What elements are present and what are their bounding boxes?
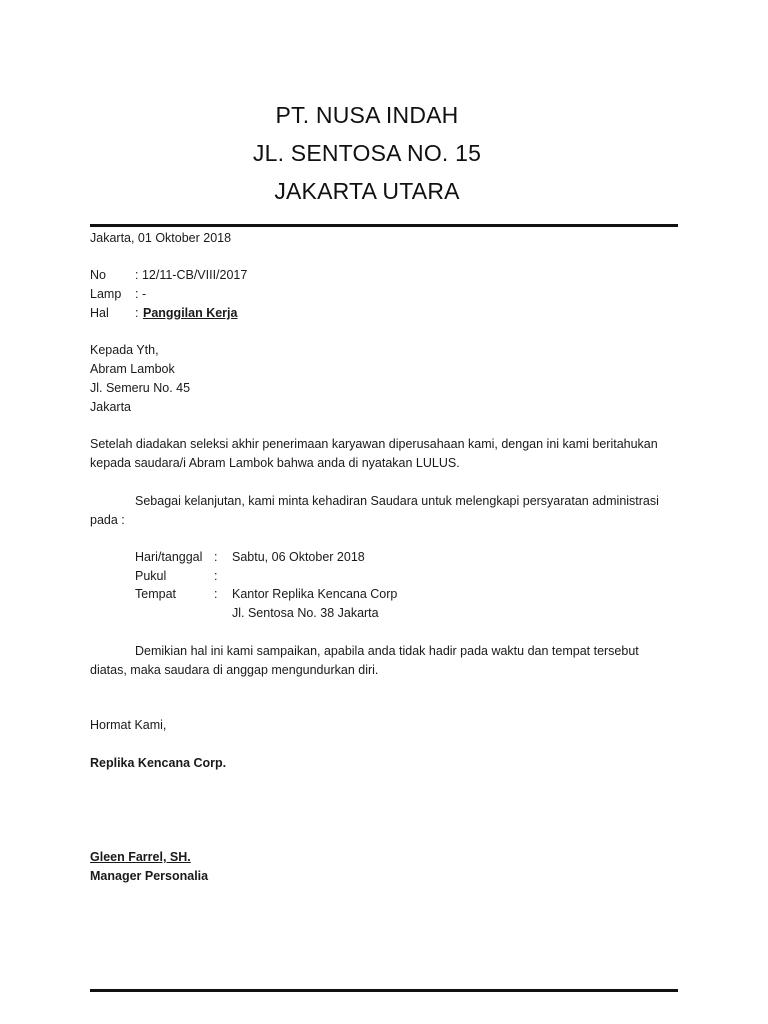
schedule-day-label: Hari/tanggal [135, 550, 203, 564]
body-para2-line1: Sebagai kelanjutan, kami minta kehadiran Saudara untuk melengkapi persyaratan administrasi [135, 494, 659, 508]
schedule-day-colon: : [214, 550, 218, 564]
signature-company: Replika Kencana Corp. [90, 756, 227, 770]
schedule-place-value1: Kantor Replika Kencana Corp [232, 587, 398, 601]
schedule-place-colon: : [214, 587, 218, 601]
recipient-address: Jl. Semeru No. 45 [90, 381, 191, 395]
lamp-value: : - [135, 287, 147, 301]
schedule-time-colon: : [214, 569, 218, 583]
signer-title: Manager Personalia [90, 869, 209, 883]
hal-subject: Panggilan Kerja [143, 306, 238, 320]
company-street: JL. SENTOSA NO. 15 [252, 140, 482, 166]
schedule-time-label: Pukul [135, 569, 167, 583]
schedule-place-value2: Jl. Sentosa No. 38 Jakarta [232, 606, 379, 620]
header-rule [90, 224, 678, 227]
body-para1-line1: Setelah diadakan seleksi akhir penerimaan karyawan diperusahaan kami, dengan ini kami beritahukan [90, 437, 658, 451]
schedule-place-label: Tempat [135, 587, 176, 601]
closing-line2: diatas, maka saudara di anggap mengundurkan diri. [90, 663, 379, 677]
regards-text: Hormat Kami, [90, 718, 167, 732]
recipient-greeting: Kepada Yth, [90, 343, 159, 357]
no-value: : 12/11-CB/VIII/2017 [135, 268, 248, 282]
company-city: JAKARTA UTARA [274, 178, 460, 204]
hal-label: Hal [90, 306, 109, 320]
no-label: No [90, 268, 106, 282]
hal-colon: : [135, 306, 139, 320]
schedule-day-value: Sabtu, 06 Oktober 2018 [232, 550, 365, 564]
lamp-label: Lamp [90, 287, 122, 301]
body-para2-line2: pada : [90, 513, 125, 527]
closing-line1: Demikian hal ini kami sampaikan, apabila anda tidak hadir pada waktu dan tempat tersebut [135, 644, 639, 658]
body-para1-line2: kepada saudara/i Abram Lambok bahwa anda di nyatakan LULUS. [90, 456, 460, 470]
footer-rule [90, 989, 678, 992]
company-name: PT. NUSA INDAH [275, 102, 459, 128]
letter-date: Jakarta, 01 Oktober 2018 [90, 231, 232, 245]
recipient-city: Jakarta [90, 400, 131, 414]
signer-name: Gleen Farrel, SH. [90, 850, 191, 864]
recipient-name: Abram Lambok [90, 362, 175, 376]
